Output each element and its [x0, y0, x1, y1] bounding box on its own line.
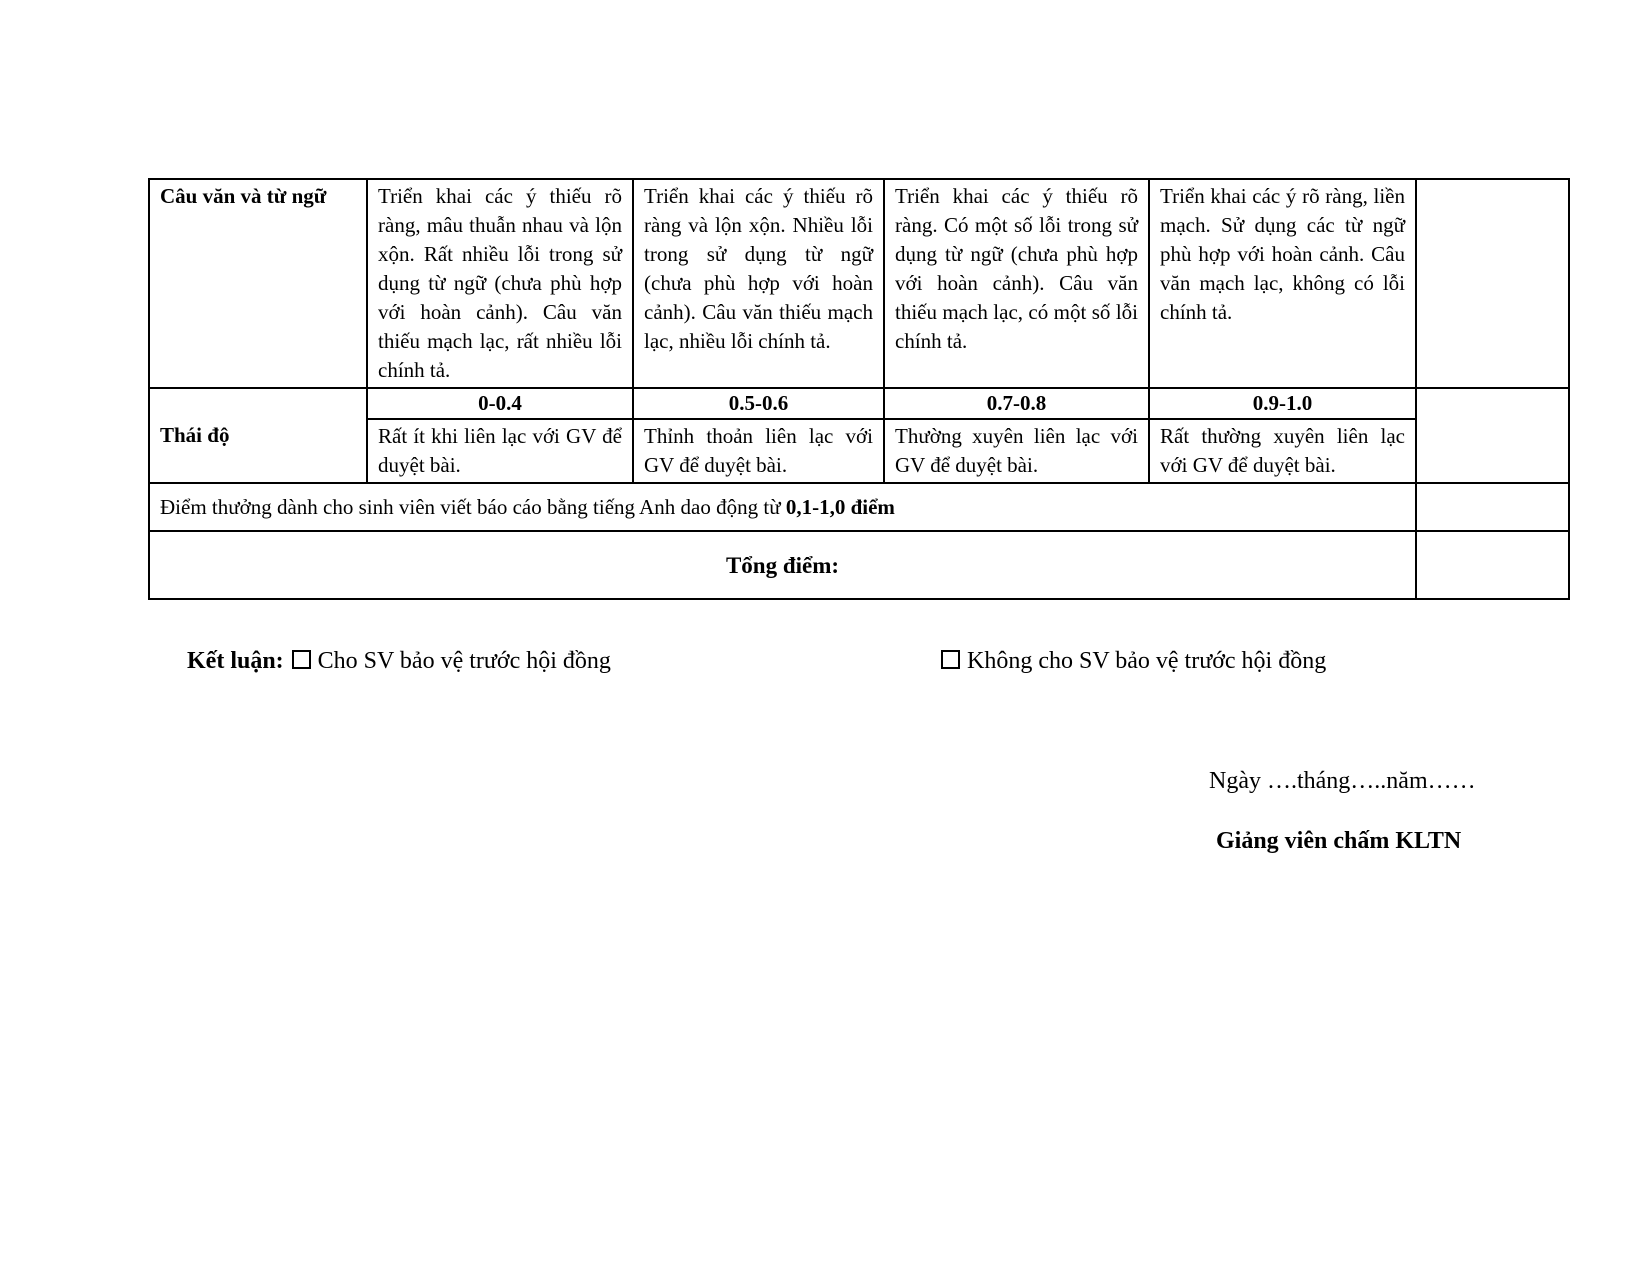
rubric-row-attitude-ranges [149, 388, 1569, 419]
date-line: Ngày ….tháng…..năm…… [1209, 768, 1476, 794]
conclusion [187, 648, 1327, 675]
level-4-description: Triển khai các ý rõ ràng, liền mạch. Sử dụng các từ ngữ phù hợp với hoàn cảnh. Câu văn mạch lạc, không có lỗi chính tả. [1149, 179, 1416, 388]
rubric-row-total [149, 531, 1569, 599]
option-allow-defense: Cho SV bảo vệ trước hội đồng [317, 648, 611, 674]
level-2-description: Triển khai các ý thiếu rõ ràng và lộn xộn. Nhiều lỗi trong sử dụng từ ngữ (chưa phù hợp với hoàn cảnh). Câu văn thiếu mạch lạc, nhiều lỗi chính tả. [633, 179, 884, 388]
bonus-description [149, 483, 1416, 531]
option-deny-defense: Không cho SV bảo vệ trước hội đồng [967, 648, 1327, 674]
score-range-3: 0.7-0.8 [884, 388, 1149, 419]
level-3-description: Triển khai các ý thiếu rõ ràng. Có một số lỗi trong sử dụng từ ngữ (chưa phù hợp với hoàn cảnh). Câu văn thiếu mạch lạc, có một số lỗi chính tả. [884, 179, 1149, 388]
bonus-range: 0,1-1,0 điểm [785, 494, 895, 519]
score-cell-attitude[interactable] [1416, 388, 1569, 483]
checkbox-allow-defense[interactable] [292, 650, 311, 669]
attitude-level-2: Thỉnh thoản liên lạc với GV để duyệt bài. [633, 419, 884, 483]
attitude-level-4: Rất thường xuyên liên lạc với GV để duyệt bài. [1149, 419, 1416, 483]
checkbox-deny-defense[interactable] [941, 650, 960, 669]
option-deny-group [941, 648, 1326, 675]
attitude-level-3: Thường xuyên liên lạc với GV để duyệt bài. [884, 419, 1149, 483]
score-range-1: 0-0.4 [367, 388, 633, 419]
score-cell-total[interactable] [1416, 531, 1569, 599]
attitude-level-1: Rất ít khi liên lạc với GV để duyệt bài. [367, 419, 633, 483]
criterion-writing: Câu văn và từ ngữ [149, 179, 367, 388]
level-1-description: Triển khai các ý thiếu rõ ràng, mâu thuẫn nhau và lộn xộn. Rất nhiều lỗi trong sử dụng từ ngữ (chưa phù hợp với hoàn cảnh). Câu văn thiếu mạch lạc, rất nhiều lỗi chính tả. [367, 179, 633, 388]
score-range-4: 0.9-1.0 [1149, 388, 1416, 419]
rubric-row-writing [149, 179, 1569, 388]
rubric-row-bonus [149, 483, 1569, 531]
conclusion-label: Kết luận: [187, 648, 284, 674]
signer-title: Giảng viên chấm KLTN [1216, 828, 1462, 854]
criterion-attitude: Thái độ [149, 388, 367, 483]
total-label: Tổng điểm: [149, 531, 1416, 599]
score-cell-bonus[interactable] [1416, 483, 1569, 531]
bonus-text: Điểm thưởng dành cho sinh viên viết báo cáo bằng tiếng Anh dao động từ [160, 494, 786, 519]
rubric-table [148, 178, 1570, 600]
score-range-2: 0.5-0.6 [633, 388, 884, 419]
score-cell-writing[interactable] [1416, 179, 1569, 388]
